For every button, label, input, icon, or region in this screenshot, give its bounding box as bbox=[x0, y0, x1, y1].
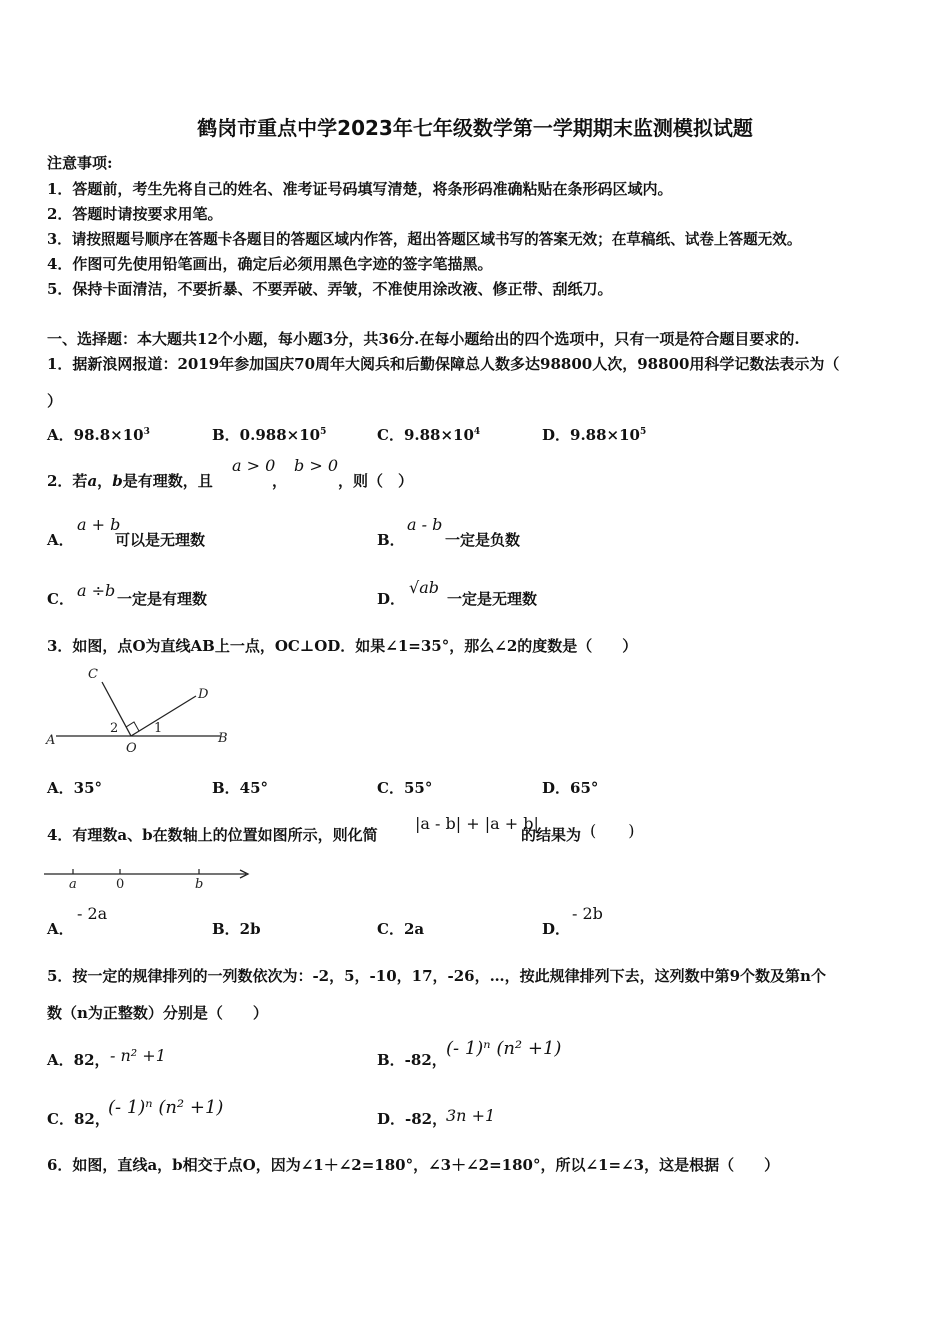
label-a: a bbox=[69, 877, 77, 892]
option-5-b-label: B．-82， bbox=[377, 1051, 447, 1069]
question-5-line-2: 数（n为正整数）分别是（ ） bbox=[47, 1004, 268, 1022]
option-2-c-text: 一定是有理数 bbox=[117, 590, 208, 608]
option-1-c: C．$9.88\times 10^4$ bbox=[377, 426, 481, 444]
ray-od bbox=[131, 696, 196, 736]
question-3-stem: 3．如图，点O为直线AB上一点，OC⊥OD．如果∠1=35°，那么∠2的度数是（ ） bbox=[47, 637, 638, 655]
option-5-b-expr: (- 1)ⁿ (n² +1) bbox=[446, 1038, 562, 1059]
label-a: A bbox=[46, 733, 56, 748]
notice-item: 4．作图可先使用铅笔画出，确定后必须用黑色字迹的签字笔描黑。 bbox=[47, 255, 493, 273]
number-line bbox=[42, 860, 258, 896]
question-4-expr: |a - b| + |a + b| bbox=[415, 814, 539, 833]
option-4-c: C．2a bbox=[377, 920, 425, 938]
question-5-line-1: 5．按一定的规律排列的一列数依次为：-2，5，-10，17，-26，…，按此规律排列下去，这列数中第9个数及第n个 bbox=[47, 967, 826, 985]
option-2-b-text: 一定是负数 bbox=[445, 531, 521, 549]
option-2-b-expr: a - b bbox=[407, 515, 443, 534]
option-2-d-expr: √ab bbox=[409, 578, 439, 597]
question-1-stem-end: ） bbox=[47, 392, 63, 410]
label-c: C bbox=[88, 667, 98, 682]
option-2-d-text: 一定是无理数 bbox=[447, 590, 538, 608]
question-1-stem: 1．据新浪网报道：2019年参加国庆70周年大阅兵和后勤保障总人数多达98800人次，98800用科学记数法表示为（ bbox=[47, 355, 840, 373]
option-5-a-label: A．82， bbox=[47, 1051, 110, 1069]
option-5-d-label: D．-82， bbox=[377, 1110, 448, 1128]
option-4-a-expr: - 2a bbox=[77, 904, 108, 923]
option-3-b: B．45° bbox=[212, 779, 269, 797]
option-1-b: B．$0.988\times 10^5$ bbox=[212, 426, 327, 444]
option-2-c-expr: a ÷b bbox=[77, 581, 116, 600]
option-2-a-text: 可以是无理数 bbox=[115, 531, 206, 549]
question-4-paren: ( ) bbox=[590, 821, 635, 840]
option-4-d-label: D． bbox=[542, 920, 571, 938]
option-2-d-label: D． bbox=[377, 590, 406, 608]
question-4-stem-b: 的结果为 bbox=[521, 826, 582, 844]
option-2-a-label: A． bbox=[47, 531, 74, 549]
label-d: D bbox=[198, 687, 209, 702]
option-4-d-expr: - 2b bbox=[572, 904, 603, 923]
page-title: 鹤岗市重点中学2023年七年级数学第一学期期末监测模拟试题 bbox=[197, 116, 753, 140]
label-angle-2: 2 bbox=[110, 721, 119, 736]
label-o: O bbox=[126, 741, 137, 756]
option-2-c-label: C． bbox=[47, 590, 74, 608]
option-5-a-expr: - n² +1 bbox=[110, 1046, 166, 1065]
option-1-a: A．$98.8\times 10^3$ bbox=[47, 426, 150, 444]
notice-item: 1．答题前，考生先将自己的姓名、准考证号码填写清楚，将条形码准确粘贴在条形码区域内。 bbox=[47, 180, 673, 198]
notice-item: 2．答题时请按要求用笔。 bbox=[47, 205, 223, 223]
option-1-d: D．$9.88\times 10^5$ bbox=[542, 426, 647, 444]
option-3-c: C．55° bbox=[377, 779, 433, 797]
option-4-b: B．2b bbox=[212, 920, 261, 938]
label-angle-1: 1 bbox=[154, 721, 163, 736]
question-6-stem: 6．如图，直线a，b相交于点O，因为∠1＋∠2=180°，∠3＋∠2=180°，所以∠1=∠3，这是根据（ ） bbox=[47, 1156, 780, 1174]
option-5-d-expr: 3n +1 bbox=[446, 1106, 496, 1125]
label-b: B bbox=[218, 731, 228, 746]
section-heading: 一、选择题：本大题共12个小题，每小题3分，共36分.在每小题给出的四个选项中，只有一项是符合题目要求的. bbox=[47, 330, 800, 348]
question-4-stem-a: 4．有理数a、b在数轴上的位置如图所示，则化简 bbox=[47, 826, 378, 844]
option-5-c-expr: (- 1)ⁿ (n² +1) bbox=[108, 1097, 224, 1118]
question-2-stem-a: 2．若a，b是有理数，且 bbox=[47, 472, 213, 490]
notice-item: 5．保持卡面清洁，不要折暴、不要弄破、弄皱，不准使用涂改液、修正带、刮纸刀。 bbox=[47, 280, 613, 298]
option-2-a-expr: a + b bbox=[77, 515, 121, 534]
separator: ， bbox=[272, 472, 288, 490]
option-3-d: D．65° bbox=[542, 779, 599, 797]
notice-heading: 注意事项: bbox=[47, 154, 113, 172]
label-zero: 0 bbox=[116, 877, 125, 892]
notice-item: 3．请按照题号顺序在答题卡各题目的答题区域内作答，超出答题区域书写的答案无效；在草稿纸、试卷上答题无效。 bbox=[47, 231, 802, 248]
question-2-stem-c: ，则（ ） bbox=[338, 472, 414, 490]
option-5-c-label: C．82， bbox=[47, 1110, 110, 1128]
label-b: b bbox=[195, 877, 204, 892]
option-3-a: A．35° bbox=[47, 779, 103, 797]
option-4-a-label: A． bbox=[47, 920, 74, 938]
angle-figure bbox=[44, 660, 244, 756]
condition-b-positive: b > 0 bbox=[294, 456, 338, 475]
option-2-b-label: B． bbox=[377, 531, 405, 549]
condition-a-positive: a > 0 bbox=[232, 456, 276, 475]
